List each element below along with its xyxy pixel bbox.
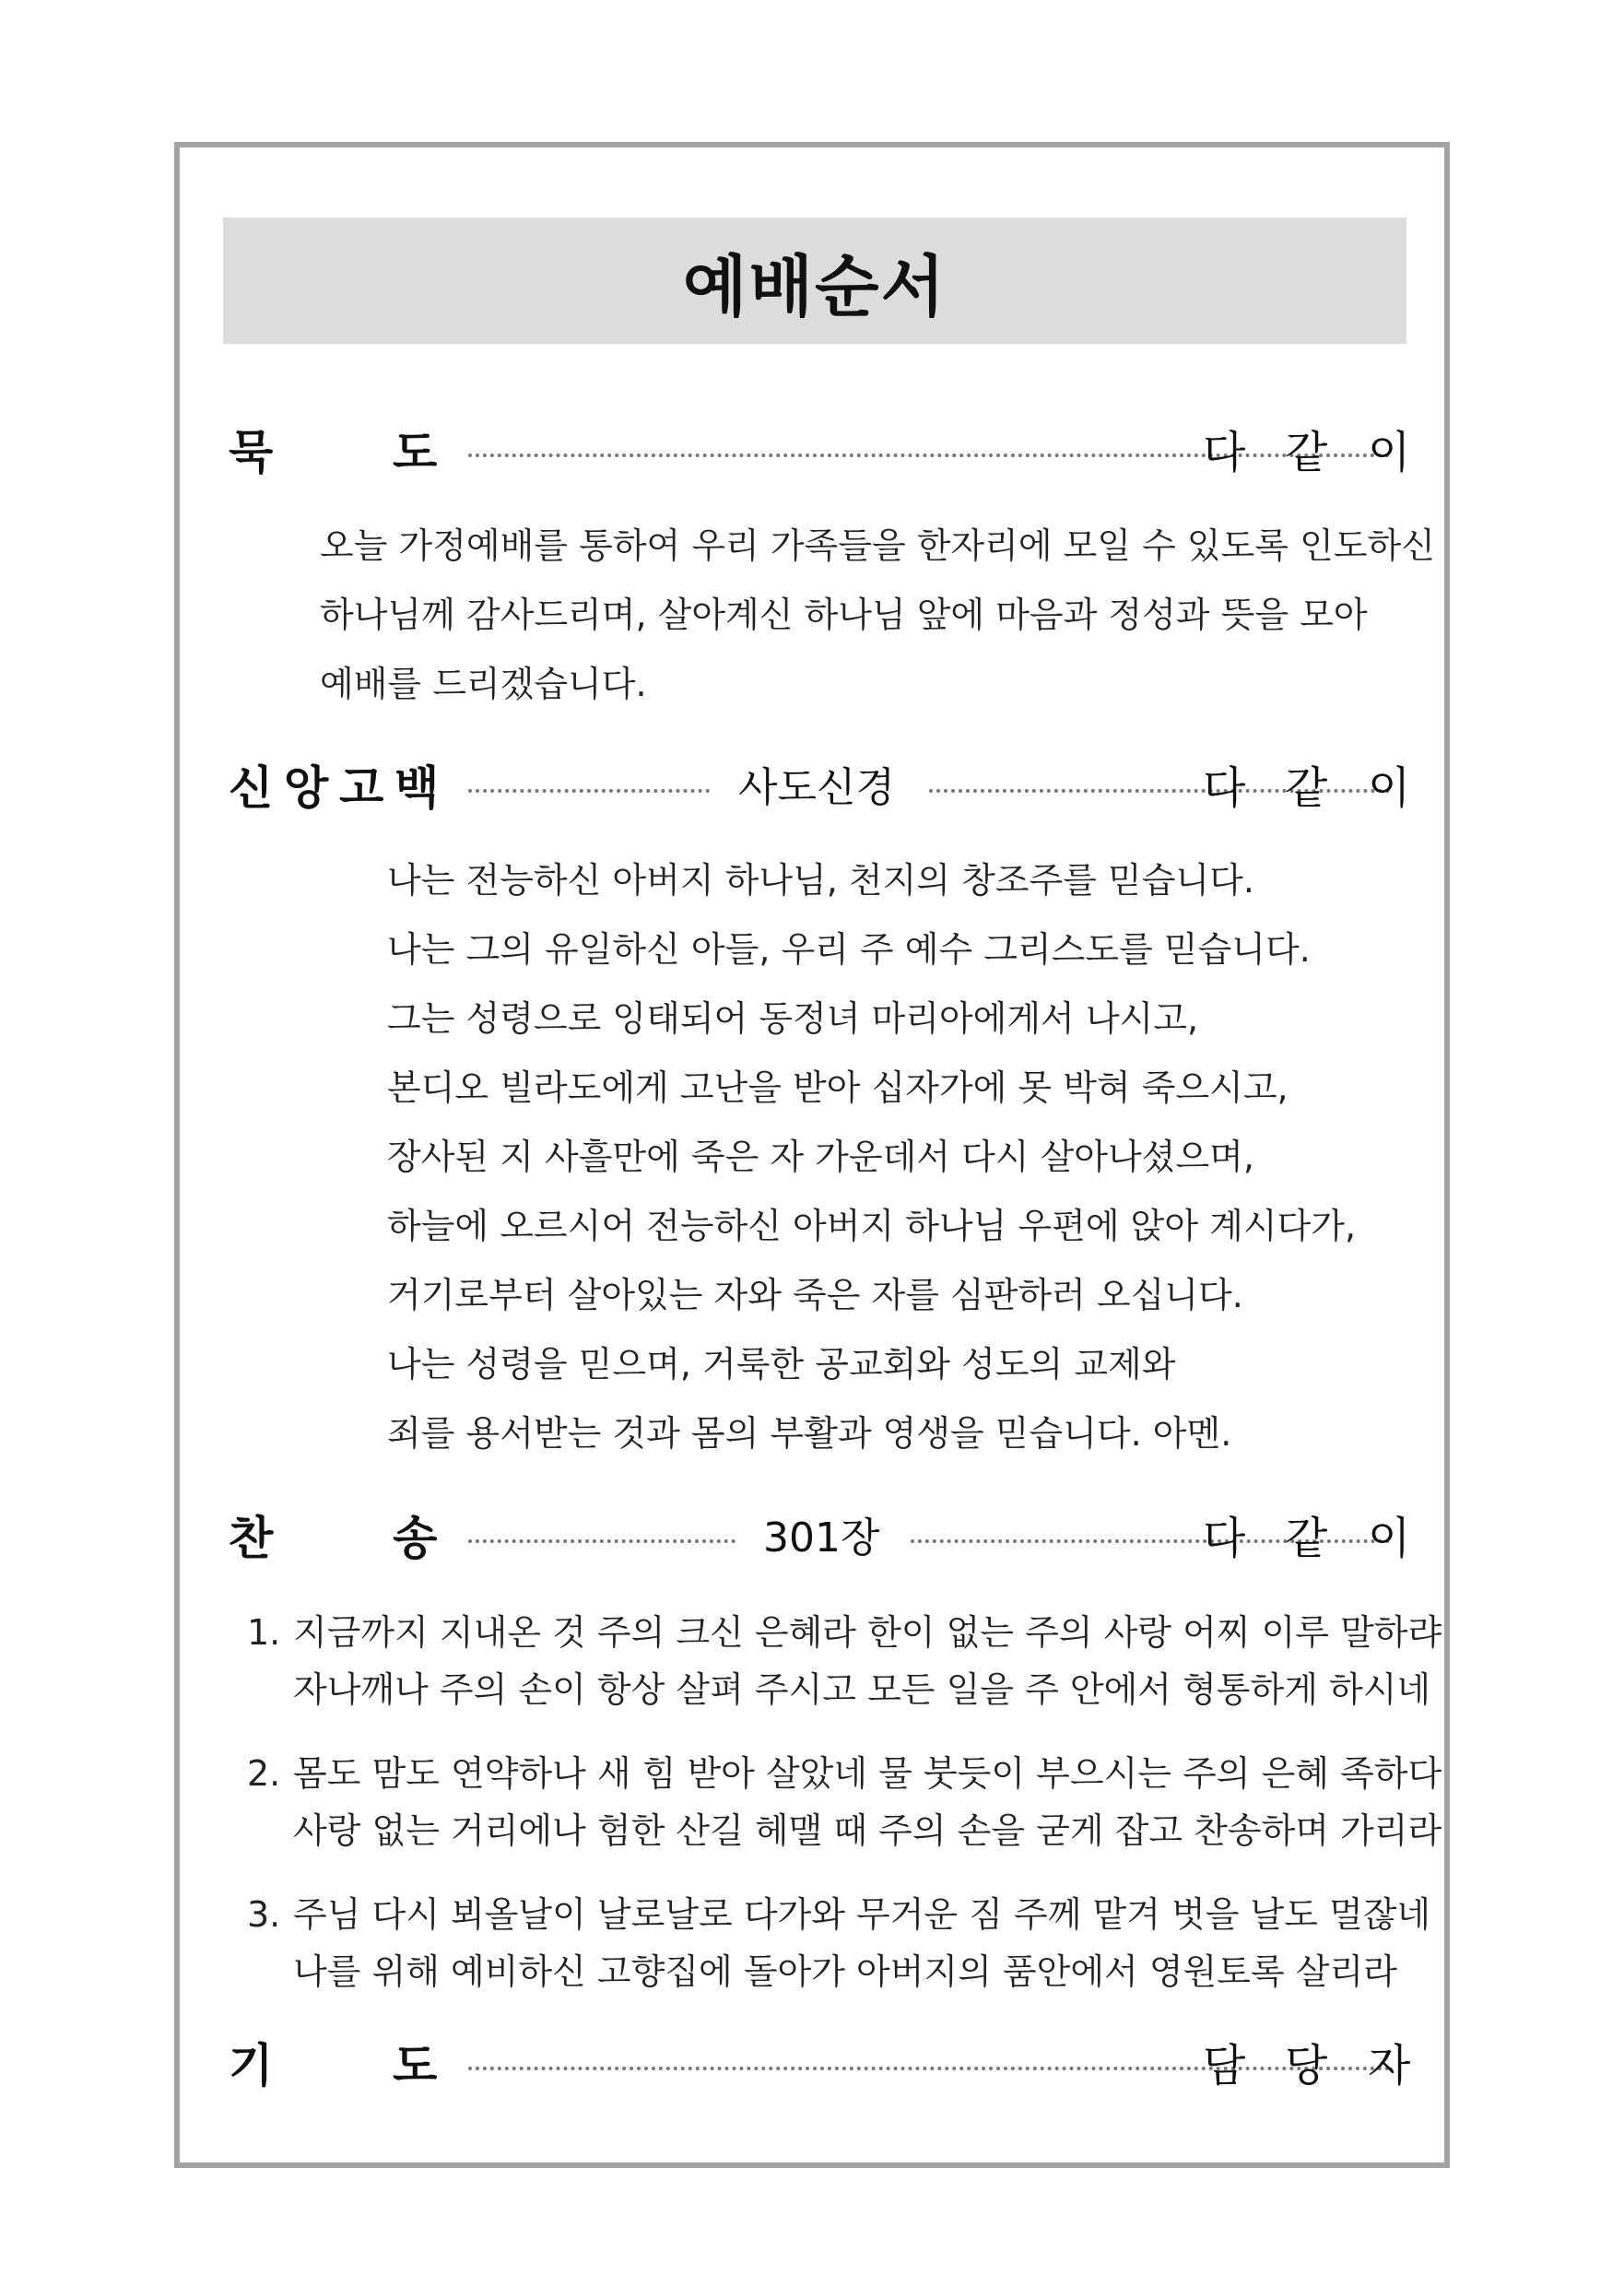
section-confession: 신 앙 고 백 사도신경 다 같 이: [229, 756, 1405, 820]
section-prayer: 기 도 담 당 자: [229, 2039, 1411, 2092]
dot-leader: [468, 2067, 1390, 2070]
section-silent-prayer: 묵 도 다 같 이: [229, 426, 1411, 479]
hymn-verse-1: 1. 지금까지 지내온 것 주의 크신 은혜라 한이 없는 주의 사랑 어찌 이루 말하랴 자나깨나 주의 손이 항상 살펴 주시고 모든 일을 주 안에서 형통하게 하시네: [247, 1612, 1442, 1710]
dot-leader: [468, 454, 1390, 457]
dot-leader: [468, 1539, 736, 1543]
dot-leader: [468, 789, 710, 793]
apostles-creed-text: 나는 전능하신 아버지 하나님, 천지의 창조주를 믿습니다. 나는 그의 유일하신 아들, 우리 주 예수 그리스도를 믿습니다. 그는 성령으로 잉태되어 동정녀 마리아에게서 나시고, 본디오 빌라도에게 고난을 받아 십자가에 못 박혀 죽으시고, 장사된 지 사흘만에 죽은 자 가운데서 다시 살아나셨으며, 하늘에 오르시어 전능하신 아버지 하나님 우편에 앉아 계시다가, 거기로부터 살아있는 자와 죽은 자를 심판하러 오십니다. 나는 성령을 믿으며, 거룩한 공교회와 성도의 교제와 죄를 용서받는 것과 몸의 부활과 영생을 믿습니다. 아멘.: [387, 860, 1357, 1454]
silent-prayer-text: 오늘 가정예배를 통하여 우리 가족들을 한자리에 모일 수 있도록 인도하신 하나님께 감사드리며, 살아계신 하나님 앞에 마음과 정성과 뜻을 모아 예배를 드리겠습니다.: [320, 525, 1435, 704]
hymn-number: 301장: [763, 1514, 880, 1561]
section-hymn: 찬 송 301장 다 같 이: [229, 1506, 1405, 1571]
creed-name: 사도신경: [738, 764, 896, 811]
title-banner: [223, 218, 1406, 344]
page-title: 예배순서: [682, 247, 947, 325]
hymn-verse-3: 3. 주님 다시 뵈올날이 날로날로 다가와 무거운 짐 주께 맡겨 벗을 날도 멀잖네 나를 위해 예비하신 고향집에 돌아가 아버지의 품안에서 영원토록 살리라: [247, 1894, 1431, 1992]
hymn-verse-2: 2. 몸도 맘도 연약하나 새 힘 받아 살았네 물 붓듯이 부으시는 주의 은혜 족하다 사랑 없는 거리에나 험한 산길 헤맬 때 주의 손을 굳게 잡고 찬송하며 가리라: [247, 1753, 1442, 1851]
